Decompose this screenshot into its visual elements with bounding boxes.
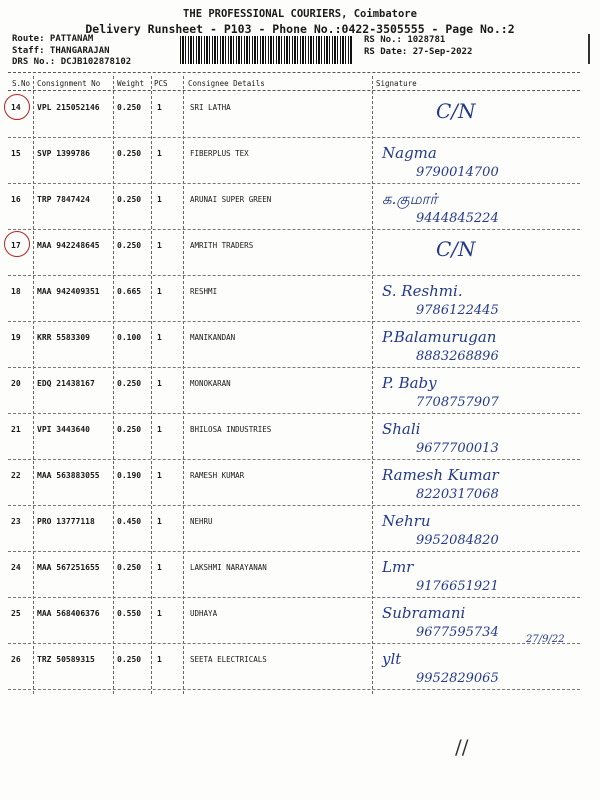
signature-date: 27/9/22 bbox=[526, 634, 565, 644]
weight: 0.665 bbox=[117, 287, 142, 296]
consignee-name: ARUNAI SUPER GREEN bbox=[190, 195, 272, 204]
consignee-name: BHILOSA INDUSTRIES bbox=[190, 425, 272, 434]
runsheet-subtitle: Delivery Runsheet - P103 - Phone No.:0422-3505555 - Page No.:2 bbox=[85, 22, 515, 36]
weight: 0.250 bbox=[117, 563, 142, 572]
signature-phone: 9952829065 bbox=[416, 671, 499, 686]
route-staff-block bbox=[12, 34, 131, 69]
rs-block bbox=[364, 35, 472, 58]
table-row bbox=[0, 184, 600, 230]
row-sno: 20 bbox=[11, 379, 21, 388]
consignment-no: EDQ 21438167 bbox=[37, 379, 95, 388]
row-sno: 14 bbox=[11, 103, 21, 112]
signature-cell bbox=[376, 184, 586, 230]
handwritten-signature bbox=[376, 598, 586, 644]
pieces: 1 bbox=[157, 563, 162, 572]
signature-text: S. Reshmi. bbox=[382, 282, 463, 300]
consignment-no: TRZ 50589315 bbox=[37, 655, 95, 664]
table-row bbox=[0, 138, 600, 184]
row-sno: 15 bbox=[11, 149, 21, 158]
circle-mark bbox=[4, 94, 30, 120]
consignee-name: UDHAYA bbox=[190, 609, 218, 618]
pieces: 1 bbox=[157, 333, 162, 342]
row-sno: 19 bbox=[11, 333, 21, 342]
col-consignment: Consignment No bbox=[37, 79, 101, 88]
signature-text: C/N bbox=[436, 237, 476, 261]
consignee-name: MANIKANDAN bbox=[190, 333, 236, 342]
signature-cell bbox=[376, 506, 586, 552]
signature-text: ylt bbox=[382, 650, 402, 668]
handwritten-signature bbox=[376, 368, 586, 414]
handwritten-signature bbox=[376, 92, 586, 138]
row-sno: 21 bbox=[11, 425, 21, 434]
consignee-name: LAKSHMI NARAYANAN bbox=[190, 563, 267, 572]
handwritten-signature bbox=[376, 184, 586, 230]
col-pcs: PCS bbox=[154, 79, 168, 88]
handwritten-signature bbox=[376, 322, 586, 368]
circle-mark bbox=[4, 231, 30, 257]
signature-cell bbox=[376, 598, 586, 644]
table-row bbox=[0, 230, 600, 276]
signature-text: Nagma bbox=[382, 144, 437, 162]
consignment-no: MAA 942409351 bbox=[37, 287, 100, 296]
signature-cell bbox=[376, 322, 586, 368]
table-row bbox=[0, 368, 600, 414]
consignee-name: NEHRU bbox=[190, 517, 213, 526]
table-row bbox=[0, 460, 600, 506]
weight: 0.550 bbox=[117, 609, 142, 618]
signature-phone: 9786122445 bbox=[416, 303, 499, 318]
weight: 0.250 bbox=[117, 655, 142, 664]
handwritten-signature bbox=[376, 506, 586, 552]
signature-phone: 9790014700 bbox=[416, 165, 499, 180]
pieces: 1 bbox=[157, 379, 162, 388]
pieces: 1 bbox=[157, 103, 162, 112]
signature-phone: 7708757907 bbox=[416, 395, 499, 410]
consignment-no: KRR 5583309 bbox=[37, 333, 90, 342]
row-sno: 22 bbox=[11, 471, 21, 480]
signature-cell bbox=[376, 552, 586, 598]
consignment-no: PRO 13777118 bbox=[37, 517, 95, 526]
drs-label: DRS No.: DCJB102878102 bbox=[12, 57, 132, 67]
signature-text: P. Baby bbox=[382, 374, 437, 392]
signature-text: Ramesh Kumar bbox=[382, 466, 499, 484]
header-rule-top bbox=[8, 72, 580, 73]
consignment-no: VPL 215052146 bbox=[37, 103, 100, 112]
consignee-name: MONOKARAN bbox=[190, 379, 231, 388]
signature-text: Subramani bbox=[382, 604, 466, 622]
company-title: THE PROFESSIONAL COURIERS, Coimbatore bbox=[183, 8, 417, 20]
weight: 0.250 bbox=[117, 379, 142, 388]
signature-cell bbox=[376, 414, 586, 460]
handwritten-signature bbox=[376, 138, 586, 184]
row-sno: 25 bbox=[11, 609, 21, 618]
weight: 0.250 bbox=[117, 195, 142, 204]
rs-date: RS Date: 27-Sep-2022 bbox=[364, 46, 473, 57]
weight: 0.250 bbox=[117, 241, 142, 250]
route-label: Route: PATTANAM bbox=[12, 34, 94, 44]
weight: 0.250 bbox=[117, 103, 142, 112]
pieces: 1 bbox=[157, 655, 162, 664]
staff-label: Staff: THANGARAJAN bbox=[12, 45, 110, 56]
table-row bbox=[0, 552, 600, 598]
consignee-name: SEETA ELECTRICALS bbox=[190, 655, 267, 664]
signature-text: க.குமார் bbox=[382, 190, 438, 208]
signature-phone: 8220317068 bbox=[416, 487, 499, 502]
row-sno: 16 bbox=[11, 195, 21, 204]
row-sno: 24 bbox=[11, 563, 21, 572]
table-row bbox=[0, 276, 600, 322]
weight: 0.100 bbox=[117, 333, 142, 342]
rs-number: RS No.: 1028781 bbox=[364, 35, 446, 45]
signature-text: Lmr bbox=[382, 558, 414, 576]
consignment-no: MAA 942248645 bbox=[37, 241, 100, 250]
row-sno: 23 bbox=[11, 517, 21, 526]
col-signature: Signature bbox=[376, 79, 417, 88]
signature-text: C/N bbox=[436, 99, 476, 123]
pieces: 1 bbox=[157, 149, 162, 158]
table-row bbox=[0, 598, 600, 644]
signature-phone: 9952084820 bbox=[416, 533, 499, 548]
signature-cell bbox=[376, 368, 586, 414]
table-row bbox=[0, 322, 600, 368]
handwritten-signature bbox=[376, 276, 586, 322]
weight: 0.190 bbox=[117, 471, 142, 480]
handwritten-signature bbox=[376, 230, 586, 276]
consignee-name: RESHMI bbox=[190, 287, 218, 296]
pieces: 1 bbox=[157, 609, 162, 618]
signature-phone: 9677595734 bbox=[416, 625, 499, 640]
pieces: 1 bbox=[157, 287, 162, 296]
row-sno: 26 bbox=[11, 655, 21, 664]
pieces: 1 bbox=[157, 425, 162, 434]
row-sno: 18 bbox=[11, 287, 21, 296]
handwritten-signature bbox=[376, 552, 586, 598]
signature-phone: 9677700013 bbox=[416, 441, 499, 456]
consignment-no: MAA 568406376 bbox=[37, 609, 100, 618]
barcode bbox=[180, 36, 352, 64]
consignee-name: SRI LATHA bbox=[190, 103, 231, 112]
consignment-no: MAA 563883055 bbox=[37, 471, 100, 480]
signature-cell bbox=[376, 138, 586, 184]
consignment-no: SVP 1399786 bbox=[37, 149, 90, 158]
signature-cell bbox=[376, 644, 586, 690]
handwritten-signature bbox=[376, 460, 586, 506]
header-rule-bottom bbox=[8, 90, 580, 91]
row-separator bbox=[8, 689, 580, 690]
pieces: 1 bbox=[157, 471, 162, 480]
footer-mark: // bbox=[455, 735, 469, 759]
scan-mark bbox=[588, 34, 590, 64]
consignee-name: AMRITH TRADERS bbox=[190, 241, 254, 250]
signature-cell bbox=[376, 460, 586, 506]
consignee-name: FIBERPLUS TEX bbox=[190, 149, 249, 158]
pieces: 1 bbox=[157, 195, 162, 204]
pieces: 1 bbox=[157, 517, 162, 526]
consignee-name: RAMESH KUMAR bbox=[190, 471, 245, 480]
signature-phone: 9176651921 bbox=[416, 579, 499, 594]
table-row bbox=[0, 92, 600, 138]
handwritten-signature bbox=[376, 414, 586, 460]
col-sno: S.No bbox=[12, 79, 31, 88]
signature-text: P.Balamurugan bbox=[382, 328, 497, 346]
signature-phone: 8883268896 bbox=[416, 349, 499, 364]
col-weight: Weight bbox=[117, 79, 145, 88]
consignment-no: MAA 567251655 bbox=[37, 563, 100, 572]
table-row bbox=[0, 644, 600, 690]
signature-cell bbox=[376, 92, 586, 138]
weight: 0.450 bbox=[117, 517, 142, 526]
table-row bbox=[0, 506, 600, 552]
consignment-no: VPI 3443640 bbox=[37, 425, 90, 434]
weight: 0.250 bbox=[117, 149, 142, 158]
pieces: 1 bbox=[157, 241, 162, 250]
signature-text: Nehru bbox=[382, 512, 431, 530]
handwritten-signature bbox=[376, 644, 586, 690]
signature-phone: 9444845224 bbox=[416, 211, 499, 226]
col-details: Consignee Details bbox=[188, 79, 265, 88]
consignment-no: TRP 7847424 bbox=[37, 195, 90, 204]
row-sno: 17 bbox=[11, 241, 21, 250]
signature-text: Shali bbox=[382, 420, 421, 438]
table-row bbox=[0, 414, 600, 460]
weight: 0.250 bbox=[117, 425, 142, 434]
signature-cell bbox=[376, 276, 586, 322]
signature-cell bbox=[376, 230, 586, 276]
